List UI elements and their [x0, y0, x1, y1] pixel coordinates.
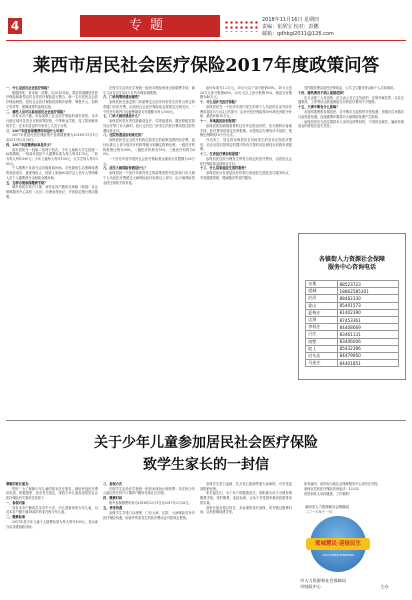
body-paragraph: 莱西市居民医疗保险咨询电话：12333	[304, 486, 359, 491]
town-name: 水集	[306, 281, 338, 288]
logo-subtext: LAIXI HUIMIN MINSHENG	[322, 554, 354, 557]
body-paragraph: 参保居民在定点医疗机构住院发生的政策范围内医疗费，起付标准以上部分按医疗机构等级分别确定报销比例。一级医疗机构报销比例为90%，二级医疗机构为75%，三级医疗机构为60%。	[103, 138, 195, 157]
article-title: 莱西市居民社会医疗保险2017年度政策问答	[32, 56, 380, 76]
phone-number: 87453361	[337, 316, 399, 323]
section-heading: 十二、生育医疗费如何报销？	[200, 152, 242, 157]
body-paragraph: 参保居民在选定的门诊统筹定点医疗机构发生的符合规定的普通门诊医疗费，由居民社会医疗保险基金按规定比例支付。一个医疗年度内门诊统筹最高支付限额为每人500元。	[103, 100, 195, 114]
contact-row	[306, 324, 399, 331]
town-name: 院上	[306, 345, 338, 352]
section-heading: 八、住院待遇是如何规定的？	[103, 133, 145, 138]
body-paragraph: 成年居民分一档和二档两个档次，少年儿童和大学生按统一标准缴纳。一档成年居民个人缴费标准为每人每年170元，二档为每人每年390元；少年儿童每人每年100元；大学生每人每年100元。	[6, 147, 98, 166]
sponsor-line: 市人力资源和社会保障局	[300, 578, 347, 583]
contact-row	[306, 302, 399, 309]
issue-date: 2018年11月16日 星期四	[262, 17, 320, 23]
body-paragraph: 祝您和家人身体健康，工作顺利！	[304, 491, 352, 496]
article-column	[200, 86, 292, 414]
contact-row	[306, 288, 399, 295]
body-paragraph: 外出务工、居住的参保居民在异地发生的急诊住院医疗费用，应在出院后按规定时限内持有关资料到社保经办机构申请报销。	[200, 138, 292, 152]
huimin-logo-emblem	[310, 516, 366, 572]
section-heading: 二、哪些人员可以参加居民社会医疗保险？	[6, 109, 67, 114]
section-heading: 六、门诊统筹待遇有哪些？	[103, 95, 142, 100]
signoff-date: 二〇一六年十一月	[305, 510, 333, 514]
section-heading: 三、2017年度参保缴费时间是什么时候？	[6, 128, 66, 133]
sponsor-line: 市财政中心	[300, 584, 321, 589]
contact-box-title	[299, 256, 405, 272]
body-paragraph: 个人缴费不足部分由各级财政补助。享受最低生活保障待遇的家庭成员、重度残疾人、低收入家庭60周岁以上老年人等困难人员个人缴费部分由财政全额补助。	[6, 166, 98, 180]
page-header	[0, 0, 412, 40]
section-heading: 十、什么是补充医疗保险？	[200, 100, 239, 105]
body-paragraph: 参保居民在一个医疗年度内发生的需个人负担的目录外医疗费用超过5万元以上的部分，由补充医疗保险按50%的比例给予补助，最高补助10万元。	[200, 104, 292, 119]
body-paragraph: 应当由第三人负担的、应当由公共卫生负担的、在境外就医的、以及交通事故、工伤等应由其他保险支付的医疗费用不予报销。	[298, 95, 404, 105]
page-number: 4	[8, 18, 22, 34]
contact-box	[298, 233, 406, 380]
body-paragraph: 参保学生患白血病、先天性心脏病等重大疾病的，可享受更高报销比例。	[200, 482, 292, 491]
dot-pattern-decoration	[224, 20, 258, 32]
body-paragraph: 参保居民住院分娩发生的符合规定的医疗费用，由居民社会医疗保险基金按规定支付。	[200, 156, 292, 166]
article-column	[6, 86, 98, 414]
phone-number: 85401573	[337, 302, 399, 309]
body-paragraph: 参保居民患有恶性肿瘤放化疗、尿毒症透析、器官移植抗排异治疗等门诊大病的，经认定后在门诊发生的医疗费用按住院待遇标准支付。	[103, 119, 195, 133]
body-paragraph: 起付标准为1.2万元，10万元以下部分报销50%，10万元至20万元部分报销60%，20万元以上部分报销70%，最高支付限额为40万元。	[200, 86, 292, 100]
contact-row	[306, 309, 399, 316]
phone-number: 18862585301	[337, 288, 399, 295]
contact-box-title-line: 各镇街人力资源社会保障	[318, 256, 385, 263]
contact-row	[306, 281, 399, 288]
contact-row	[306, 360, 399, 367]
section-heading: 一、参保对象	[6, 500, 26, 505]
letter-title: 关于少年儿童参加居民社会医疗保险	[94, 435, 318, 451]
contact-table	[305, 280, 399, 367]
town-name: 夏格庄	[306, 309, 338, 316]
phone-number: 84479950	[337, 352, 399, 359]
body-paragraph: 城乡居民可持户口簿、身份证到户籍所在地镇（街道）社会保障服务中心或村（社区）办理参保登记，并到指定银行网点缴费。	[6, 185, 98, 199]
section-banner: 专题	[80, 15, 220, 37]
article-column	[103, 86, 195, 414]
logo-text: 莺城慧民·迎接民生	[314, 541, 362, 547]
body-paragraph: 参保居民应当如实提供本人身份证明等材料，不得冒名就医，骗取医保基金的将依法追究责任。	[298, 119, 404, 129]
phone-number: 88462330	[337, 295, 399, 302]
town-name: 店埠	[306, 316, 338, 323]
header-rule	[6, 40, 406, 41]
section-heading: 十一、异地就医如何报销？	[200, 119, 239, 124]
phone-number: 88523723	[337, 281, 399, 288]
body-paragraph: 请家长朋友相互转告，未参保的及时参保，切勿错过缴费时间，以免影响待遇享受。	[200, 505, 292, 515]
phone-number: 81402390	[337, 309, 399, 316]
letter-signoff	[305, 505, 349, 515]
body-paragraph: 参保居民一个医疗年度内发生的政策范围内住院和门诊大病个人负担医疗费超过大病保险起付标准以上部分，由大病保险资金按比例给予再补偿。	[103, 171, 195, 185]
body-paragraph: 集中参保缴费时间为2016年12月1日至2017年2月28日。	[109, 501, 192, 506]
town-name: 南墅	[306, 338, 338, 345]
body-paragraph: 具有本市户籍或在本市中小学、幼儿园就读的少年儿童，以及本市户籍不满18周岁的非在校少年儿童。	[6, 505, 98, 515]
section-heading: 四、2017年度缴费标准是多少？	[6, 142, 54, 147]
contact-row	[306, 352, 399, 359]
section-heading: 二、缴费标准	[6, 515, 26, 520]
body-paragraph: 如有疑问，请咨询当地社会保障服务中心或所在学校。	[304, 482, 381, 486]
body-paragraph: 未按时缴费的参保居民，自中断次月起暂停享受待遇；补缴后自补缴次月起恢复待遇。连续缴费年限将对大病保险待遇产生影响。	[298, 110, 404, 119]
section-heading: 十四、哪些费用不纳入报销范围？	[298, 90, 346, 95]
sponsor-mark: 主办	[380, 584, 389, 589]
section-heading: 十五、欠费中断有什么影响？	[298, 105, 340, 110]
town-name: 沽河	[306, 295, 338, 302]
editor-line: 责编：崔炳宝 校对：彭鹏	[262, 24, 319, 30]
sponsor-block	[300, 578, 346, 590]
section-heading: 九、居民大病保险待遇是什么？	[103, 166, 148, 171]
contact-row	[306, 345, 399, 352]
body-paragraph: 根据国家、省市统一部署，自2015年起，我市将城镇居民医疗保险和新型农村合作医疗保险进行整合，统一实行居民社会医疗保险制度。居民社会医疗保险按照城乡统筹、筹资多元、权利义务对等、保障适度的原则实施。	[6, 90, 98, 109]
town-name: 日庄	[306, 331, 338, 338]
body-paragraph: 具有本市户籍，未参加职工社会医疗保险的城乡居民；本市行政区域内各类全日制高等院校、中等职业学校、技工院校就读的学生；在本市居住的外来务工人员子女等。	[6, 114, 98, 128]
letter-column	[103, 482, 195, 596]
section-heading: 七、门诊大病待遇是什么？	[103, 114, 142, 119]
article-column	[298, 86, 404, 228]
section-heading: 十三、什么是家庭医生签约服务？	[200, 166, 248, 171]
body-paragraph: 签约服务费由居民医保基金、公共卫生服务资金和个人共同承担。	[304, 86, 397, 90]
body-paragraph: 参保居民可在基层医疗机构与家庭医生团队签订服务协议，享受健康管理、慢病随访等签约服务。	[200, 171, 292, 180]
section-heading: 五、怎样办理参保缴费手续？	[6, 180, 48, 185]
town-name: 河头店	[306, 352, 338, 359]
phone-number: 85432396	[337, 345, 399, 352]
letter-column	[6, 482, 98, 596]
phone-number: 83406006	[337, 338, 399, 345]
phone-number: 84401851	[337, 360, 399, 367]
contact-row	[306, 338, 399, 345]
town-name: 姜山	[306, 302, 338, 309]
section-heading: 四、缴费时间	[103, 496, 123, 501]
town-name: 马连庄	[306, 360, 338, 367]
phone-number: 84408069	[337, 324, 399, 331]
contact-row	[306, 295, 399, 302]
email-line: 邮箱：qdhbgl2011@126.com	[262, 31, 334, 37]
body-paragraph: 在校学生由所在学校统一组织参保登记和收费；非在校少年儿童由家长持户口簿到户籍所在地社区办理。	[103, 486, 195, 496]
contact-box-title-line: 服务中心咨询电话	[327, 264, 376, 271]
body-paragraph: 参保学生享受门诊统筹、门诊大病、住院、大病保险及补充医疗保险待遇，因意外伤害发生的医疗费用也可按规定报销。	[103, 511, 195, 520]
body-paragraph: 您好！为了保障少年儿童的基本医疗需求，减轻家庭医疗费用负担，根据国家、省市有关规定，现将少年儿童参加居民社会医疗保险有关事项告知如下：	[6, 486, 98, 501]
body-paragraph: 参保居民因病情需要转往市外住院治疗的，应办理转诊备案手续，医疗费用按规定比例报销。未按规定办理转诊手续的，报销比例降低10个百分点。	[200, 123, 292, 138]
contact-row	[306, 331, 399, 338]
phone-number: 83461131	[337, 331, 399, 338]
article-divider	[6, 420, 406, 421]
body-paragraph: 家长朋友们，为了孩子的健康成长，请积极为孩子办理参保缴费手续，按时缴费，连续参保，让孩子享受国家惠民政策带来的实惠。	[200, 491, 292, 505]
section-heading: 尊敬的家长朋友：	[6, 482, 32, 486]
town-name: 望城	[306, 288, 338, 295]
section-heading: 五、享受待遇	[103, 506, 123, 511]
letter-column	[200, 482, 292, 596]
body-paragraph: 2017年度居民医疗保险集中参保缴费期为2016年11月1日至2017年2月28日。	[6, 133, 98, 143]
letter-subtitle: 致学生家长的一封信	[143, 457, 269, 473]
letter-column	[298, 482, 404, 506]
contact-row	[306, 316, 399, 323]
body-paragraph: 2017年度少年儿童个人缴费标准为每人每年100元，其余部分由各级财政补助。	[6, 520, 98, 529]
section-heading: 一、什么是居民社会医疗保险？	[6, 86, 51, 90]
body-paragraph: 一个医疗年度内居民社会医疗保险基金最高支付限额为20万元。	[103, 156, 195, 166]
body-paragraph: 在校学生由所在学校统一组织办理参保登记和缴费手续；新生儿可在出生后3个月内办理参保缴费。	[103, 86, 195, 95]
town-name: 李权庄	[306, 324, 338, 331]
signoff-org: 莱西市人力资源和社会保障局	[305, 505, 350, 509]
section-heading: 三、参保方式	[103, 482, 123, 486]
